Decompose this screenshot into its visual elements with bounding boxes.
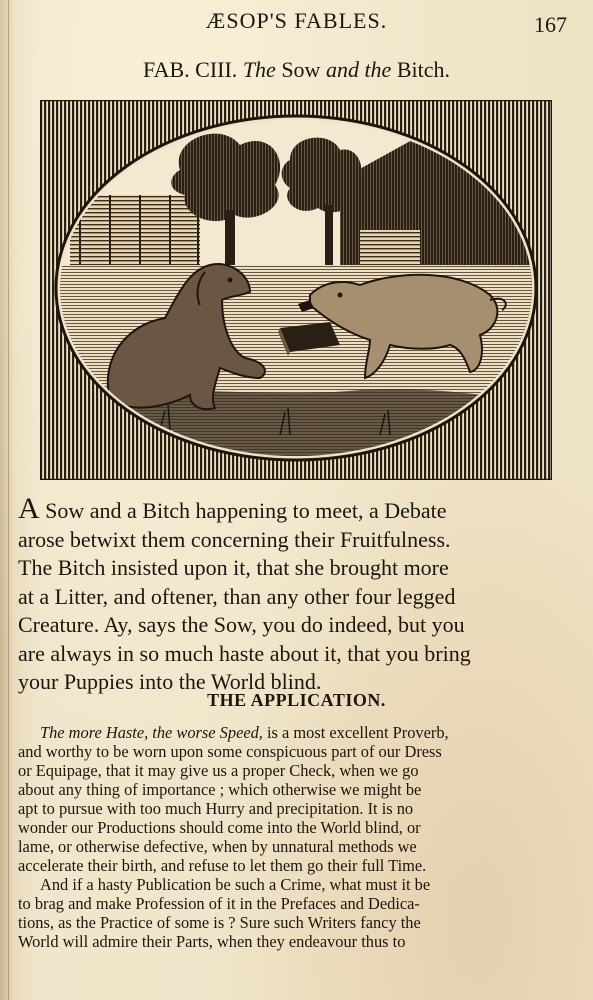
application-line: about any thing of importance ; which otherwise we might be bbox=[18, 780, 422, 799]
story-line: at a Litter, and oftener, than any other four legged bbox=[18, 583, 456, 609]
title-roman-1: Sow bbox=[281, 57, 321, 82]
story-line: your Puppies into the World blind. bbox=[18, 669, 322, 694]
application-line: lame, or otherwise defective, when by unnatural methods we bbox=[18, 837, 417, 856]
proverb-italic: The more Haste, the worse Speed, bbox=[40, 723, 263, 742]
application-line: wonder our Productions should come into the World blind, or bbox=[18, 818, 421, 837]
application-line: The more Haste, the worse Speed, is a most excellent Proverb, bbox=[40, 723, 449, 742]
application-line: to brag and make Profession of it in the Prefaces and Dedica- bbox=[18, 894, 420, 913]
woodcut-illustration bbox=[40, 100, 552, 480]
story-line: Creature. Ay, says the Sow, you do indeed, but you bbox=[18, 612, 465, 637]
title-italic-1: The bbox=[242, 57, 276, 82]
fable-story bbox=[18, 492, 558, 697]
application-line: and worthy to be worn upon some conspicuous part of our Dress bbox=[18, 742, 442, 761]
story-line: arose betwixt them concerning their Fruitfulness. bbox=[18, 526, 451, 552]
story-line: The Bitch insisted upon it, that she brought more bbox=[18, 555, 449, 580]
application-line: tions, as the Practice of some is ? Sure such Writers fancy the bbox=[18, 913, 421, 932]
fable-number: FAB. CIII. bbox=[142, 57, 238, 82]
application-line: or Equipage, that it may give us a proper Check, when we go bbox=[18, 761, 419, 780]
application-text bbox=[18, 723, 556, 951]
drop-cap: A bbox=[18, 492, 40, 525]
running-title: ÆSOP'S FABLES. bbox=[205, 8, 388, 33]
application-line: accelerate their birth, and refuse to let them go their full Time. bbox=[18, 856, 427, 875]
title-roman-2: Bitch. bbox=[396, 57, 450, 82]
story-line: are always in so much haste about it, that you bring bbox=[18, 640, 471, 666]
application-line: World will admire their Parts, when they endeavour thus to bbox=[18, 932, 406, 951]
fable-title bbox=[0, 57, 593, 83]
story-line: A Sow and a Bitch happening to meet, a Debate bbox=[18, 492, 447, 525]
application-line: apt to pursue with too much Hurry and precipitation. It is no bbox=[18, 799, 414, 818]
page-gutter bbox=[8, 0, 9, 1000]
application-heading: THE APPLICATION. bbox=[207, 690, 386, 710]
application-line: And if a hasty Publication be such a Crime, what must it be bbox=[40, 875, 431, 894]
page-number: 167 bbox=[534, 12, 567, 37]
title-italic-2: and the bbox=[325, 57, 392, 82]
